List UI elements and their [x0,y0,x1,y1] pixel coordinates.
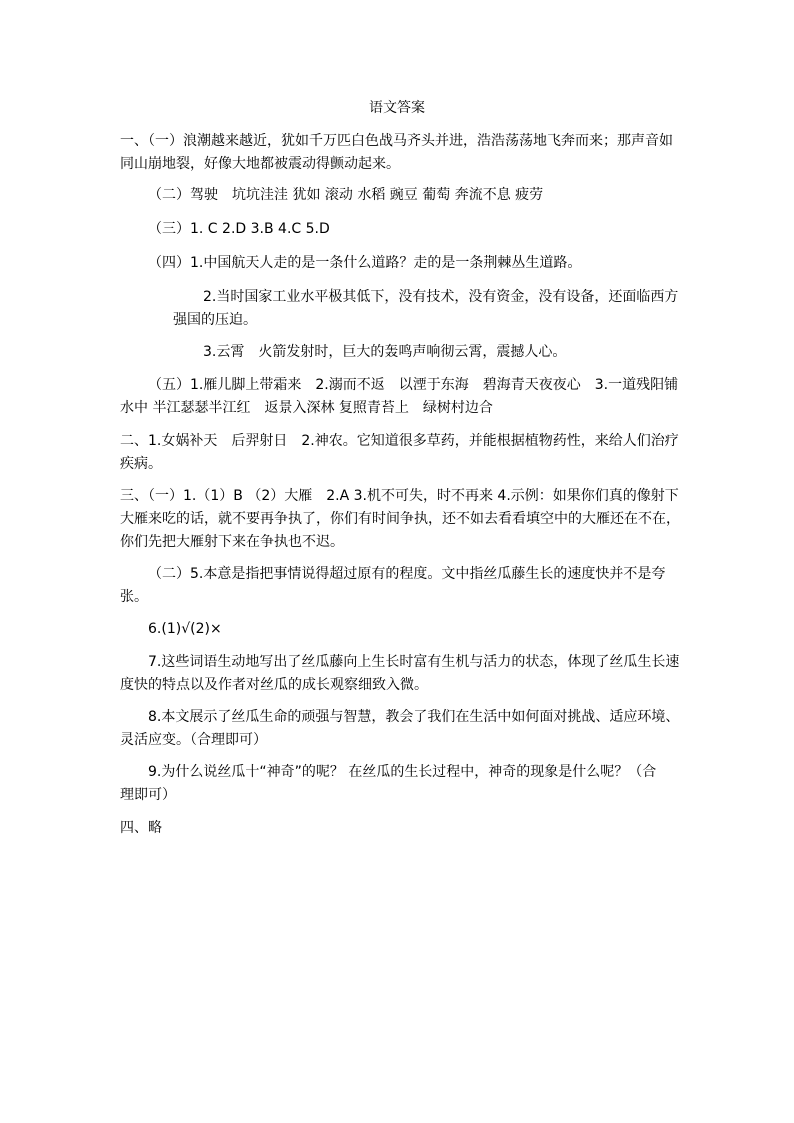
text-line: 同山崩地裂，好像大地都被震动得颤动起来。 [120,156,400,172]
text-line: （三）1. C 2.D 3.B 4.C 5.D [148,221,330,237]
section-3-part-2-q5 [120,563,666,609]
section-3-q9 [120,761,657,807]
text-line: 三、（一）1.（1）B （2）大雁 2.A 3.机不可失，时不再来 4.示例：如果你们真的像射下 [120,488,679,504]
section-3-q8 [120,706,680,752]
text-line: 疾病。 [120,456,162,472]
text-line: 大雁来吃的话，就不要再争执了，你们有时间争执，还不如去看看填空中的大雁还在不在， [120,511,680,527]
section-3-q6 [148,618,222,641]
page-title: 语文答案 [369,100,425,116]
text-line: （二）驾驶 坑坑洼洼 犹如 滚动 水稻 豌豆 葡萄 奔流不息 疲劳 [148,187,544,203]
text-line: （二）5.本意是指把事情说得超过原有的程度。文中指丝瓜藤生长的速度快并不是夸 [148,566,666,582]
text-line: 张。 [120,589,148,605]
section-1-part-4-q3 [203,341,566,364]
text-line: 四、略 [120,820,162,836]
text-line: 6.(1)√(2)× [148,621,222,637]
text-line: 8.本文展示了丝瓜生命的顽强与智慧，教会了我们在生活中如何面对挑战、适应环境、 [148,709,680,725]
text-line: 度快的特点以及作者对丝瓜的成长观察细致入微。 [120,677,428,693]
text-line: 水中 半江瑟瑟半江红 返景入深林 复照青苔上 绿树村边合 [120,400,493,416]
text-line: 9.为什么说丝瓜十“神奇”的呢？ 在丝瓜的生长过程中，神奇的现象是什么呢？（合 [148,764,657,780]
text-line: 你们先把大雁射下来在争执也不迟。 [120,534,344,550]
section-3-q7 [120,651,680,697]
text-line: 7.这些词语生动地写出了丝瓜藤向上生长时富有生机与活力的状态，体现了丝瓜生长速 [148,654,680,670]
section-1-part-2 [148,184,543,207]
text-line: 灵活应变。（合理即可） [120,732,267,748]
section-2 [120,430,679,476]
text-line: 一、（一）浪潮越来越近，犹如千万匹白色战马齐头并进，浩浩荡荡地飞奔而来；那声音如 [120,133,673,149]
section-1-part-4-q1 [148,252,581,275]
text-line: 2.当时国家工业水平极其低下，没有技术，没有资金，没有设备，还面临西方 [203,289,679,305]
section-1-part-1 [120,130,673,176]
text-line: 二、1.女娲补天 后羿射日 2.神农。它知道很多草药，并能根据植物药性，来给人们治疗 [120,433,679,449]
section-1-part-5 [120,374,679,420]
text-line: （五）1.雁儿脚上带霜来 2.溺而不返 以湮于东海 碧海青天夜夜心 3.一道残阳铺 [148,377,679,393]
text-line: 强国的压迫。 [173,312,257,328]
text-line: （四）1.中国航天人走的是一条什么道路？走的是一条荆棘丛生道路。 [148,255,582,271]
section-3-part-1 [120,485,680,554]
text-line: 3.云霄 火箭发射时，巨大的轰鸣声响彻云霄，震撼人心。 [203,344,567,360]
section-1-part-3 [148,218,330,241]
section-4 [120,817,162,840]
text-line: 理即可） [120,787,176,803]
section-1-part-4-q2 [173,286,679,332]
